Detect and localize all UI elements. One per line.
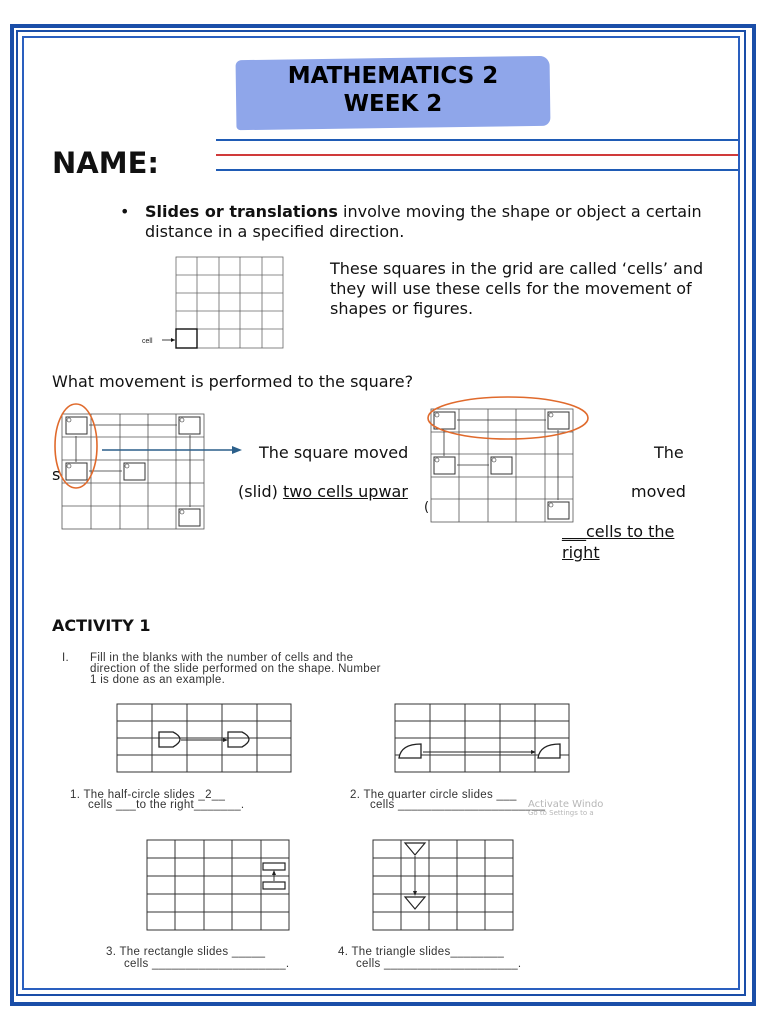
title-line-2: WEEK 2 [343,91,443,117]
watermark-line-1: Activate Windo [528,799,604,810]
item-1-line-2: cells ___to the right_______. [88,799,245,811]
activity-grid-2 [393,702,573,774]
example-prefix: (slid) [238,482,283,501]
cut-text-left: s [52,465,61,484]
cut-text-right: ( [424,500,430,515]
right-text-the: The [654,443,684,462]
bullet-marker: • [120,202,130,221]
watermark-line-2: Go to Settings to a [528,809,594,817]
right-word-right: right [562,543,600,562]
cells-grid-figure [140,254,290,354]
example-arrow [100,443,245,457]
name-line-bottom [216,169,738,171]
activity-grid-3 [145,838,295,934]
item-4-line-2: cells ____________________. [356,958,522,970]
item-1-line-1: 1. The half-circle slides _2__ [70,789,226,801]
page-title [236,62,550,118]
example-answer: two cells upwar [282,482,408,501]
definition-text [145,202,720,242]
instruction-line-2: direction of the slide performed on the shape. Number [90,663,381,675]
name-label: NAME: [52,146,159,180]
activity-heading: ACTIVITY 1 [52,616,151,635]
activity-grid-1 [115,702,295,774]
example-grid-left [54,400,214,535]
item-3-line-2: cells ____________________. [124,958,290,970]
cell-label: cell [142,338,153,345]
example-grid-right [400,393,592,528]
item-4-line-1: 4. The triangle slides________ [338,946,505,958]
instruction-line-3: 1 is done as an example. [90,674,226,686]
activity-number: I. [62,652,69,664]
definition-term: Slides or translations [145,202,338,221]
instruction-line-1: Fill in the blanks with the number of cells and the [90,652,354,664]
item-2-line-1: 2. The quarter circle slides ___ [350,789,517,801]
definition-body: involve moving the shape or object a certain distance in a specified direction. [145,202,702,241]
name-line-middle [216,154,738,156]
right-blank-cells: ___cells to the [562,522,675,541]
name-line-top [216,139,738,141]
item-3-line-1: 3. The rectangle slides _____ [106,946,266,958]
item-2-line-2: cells ______________________ [370,799,546,811]
right-text-moved: moved [631,482,686,501]
activity-grid-4 [371,838,517,934]
cells-explanation: These squares in the grid are called ‘cells’ and they will use these cells for the movement of shapes or figures. [330,259,704,318]
example-question: What movement is performed to the square? [52,372,414,391]
title-line-1: MATHEMATICS 2 [287,63,499,89]
example-text-line-1: The square moved [259,443,409,462]
example-text-line-2 [238,482,408,501]
